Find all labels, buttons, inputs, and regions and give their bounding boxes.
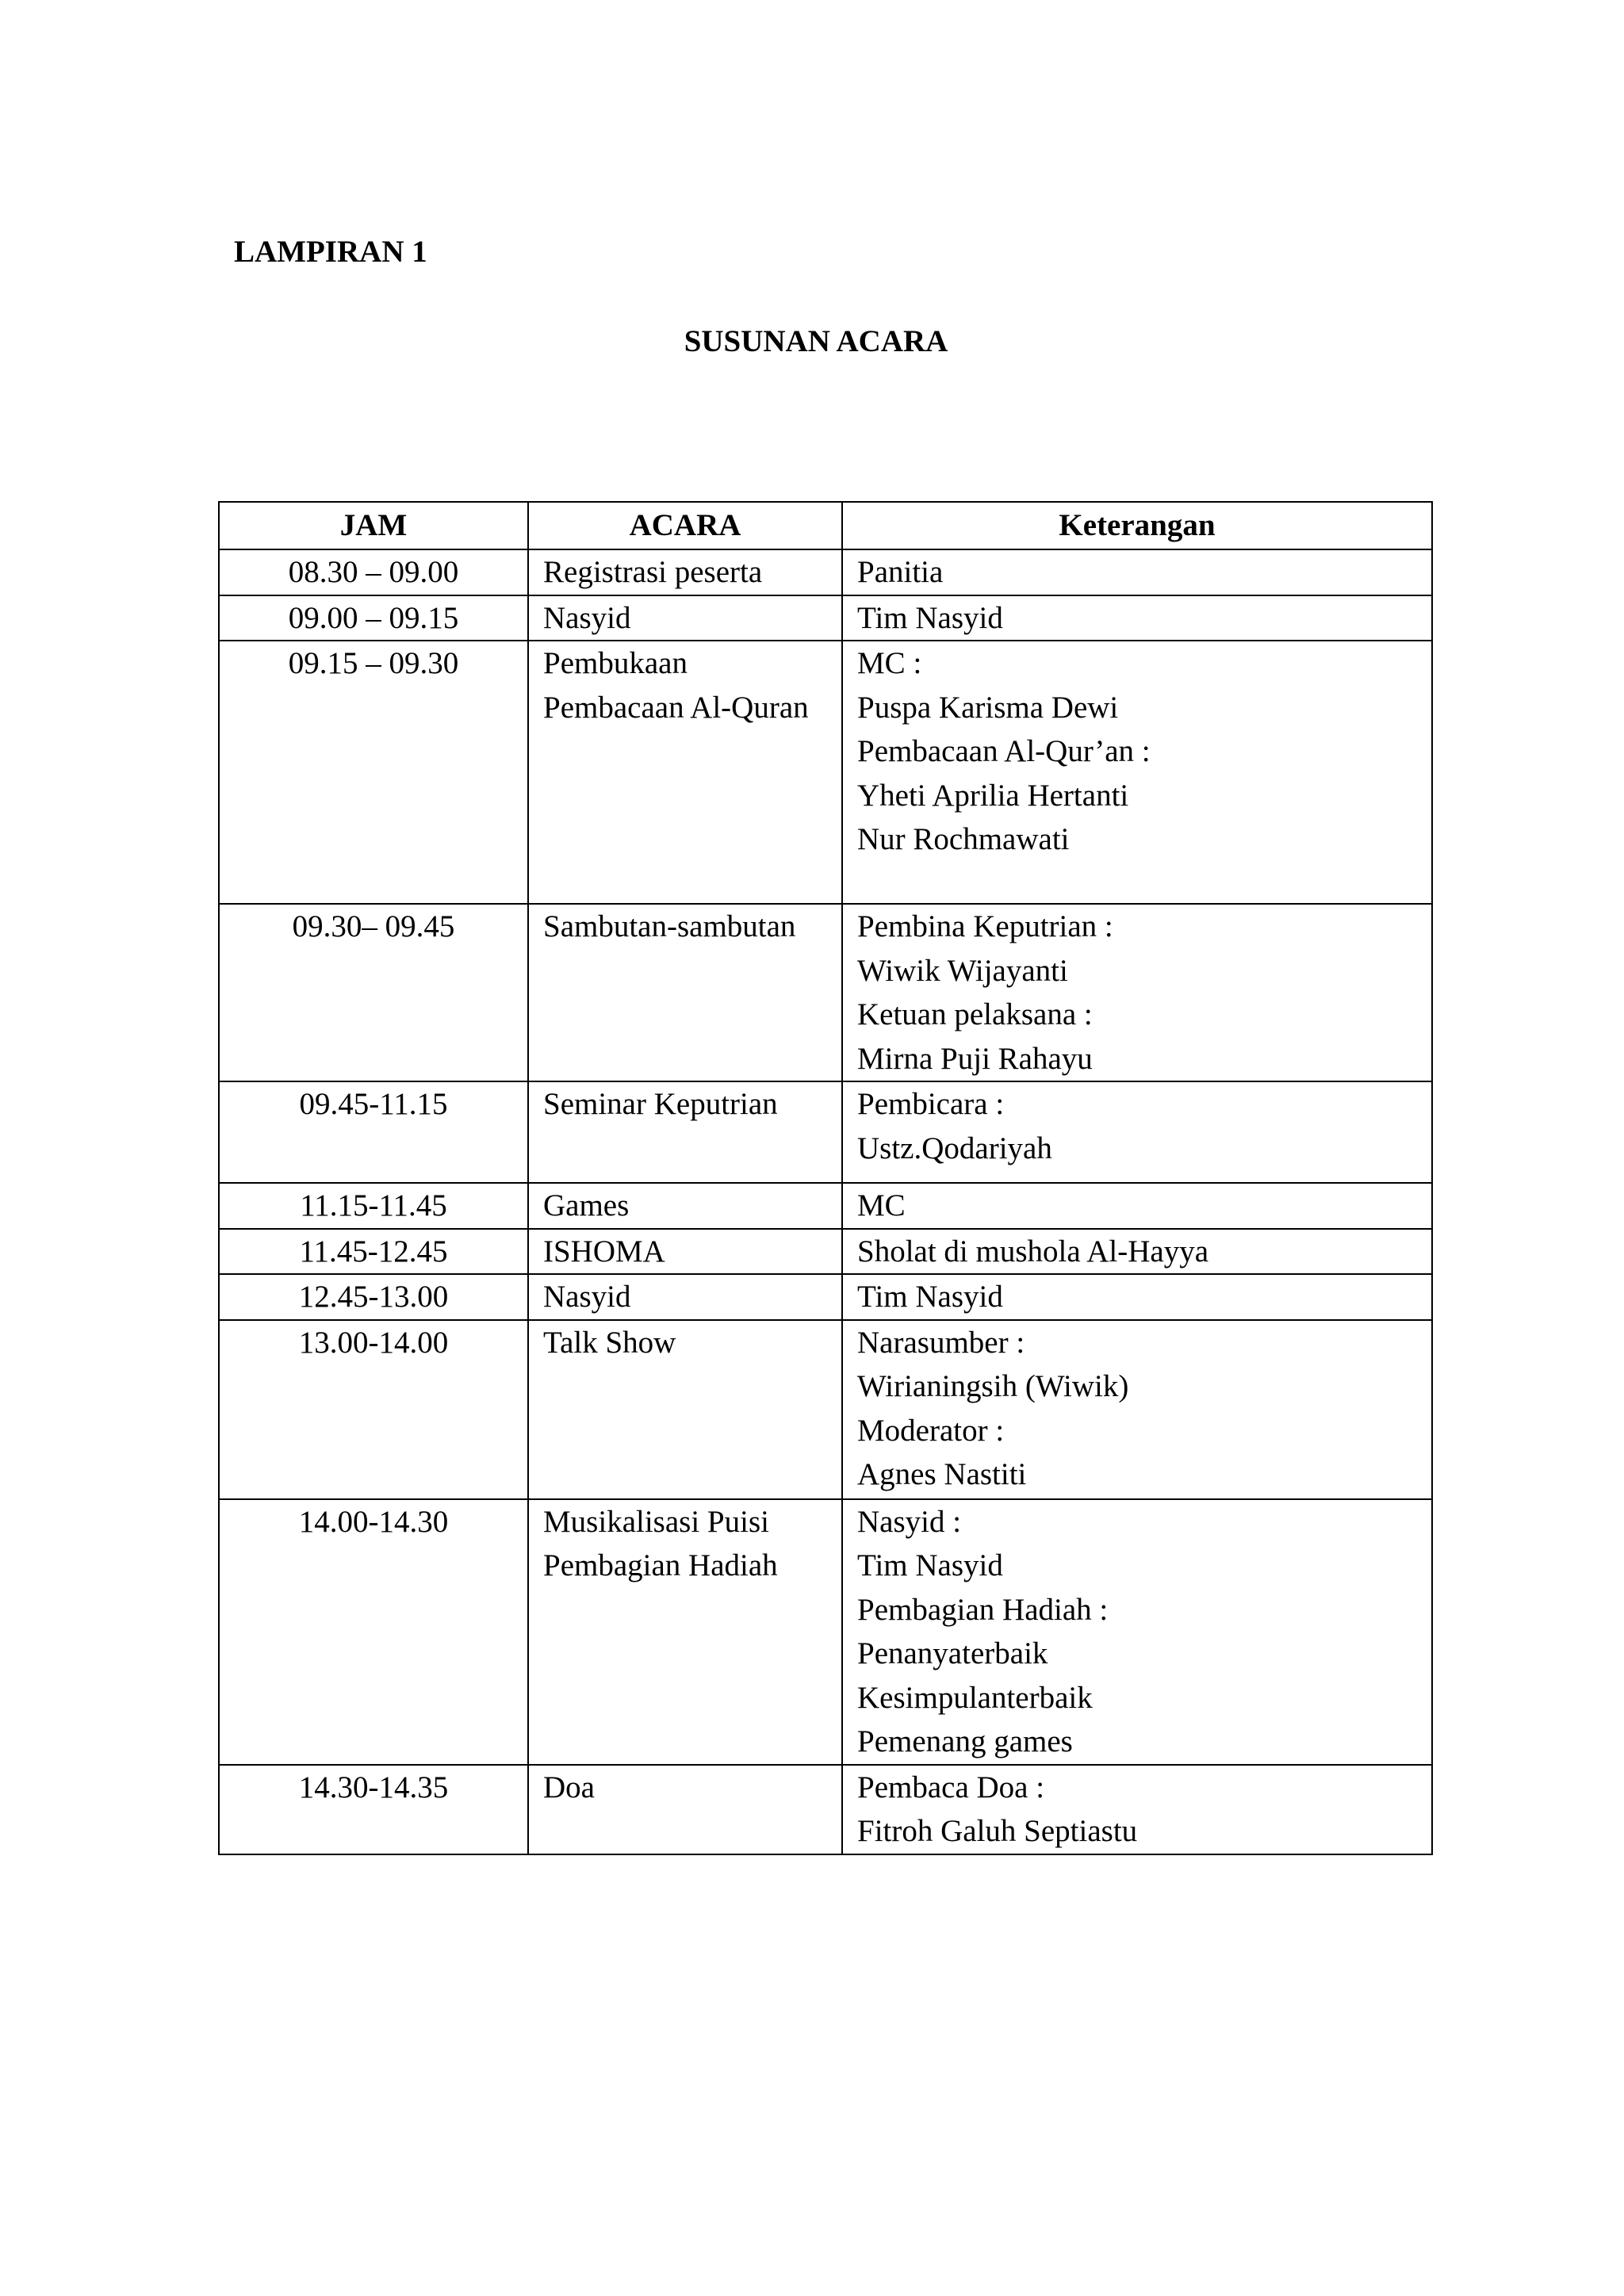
acara-line: Pembagian Hadiah <box>543 1548 778 1582</box>
cell-keterangan <box>842 1765 1432 1854</box>
keterangan-line: Narasumber : <box>857 1325 1025 1360</box>
cell-keterangan <box>842 1274 1432 1320</box>
keterangan-line: Ustz.Qodariyah <box>857 1131 1052 1165</box>
keterangan-line: Wiwik Wijayanti <box>857 953 1068 988</box>
cell-jam: 08.30 – 09.00 <box>219 549 528 595</box>
keterangan-line: Pembacaan Al-Qur’an : <box>857 734 1151 768</box>
keterangan-line: Sholat di mushola Al-Hayya <box>857 1234 1209 1269</box>
acara-line: Sambutan-sambutan <box>543 909 796 943</box>
table-row <box>219 595 1432 641</box>
cell-keterangan <box>842 595 1432 641</box>
keterangan-line: Nur Rochmawati <box>857 822 1070 856</box>
keterangan-line: Agnes Nastiti <box>857 1457 1027 1491</box>
table-row <box>219 1320 1432 1499</box>
keterangan-line: Ketuan pelaksana : <box>857 997 1093 1031</box>
cell-acara <box>528 1274 842 1320</box>
keterangan-line: Tim Nasyid <box>857 1548 1003 1582</box>
keterangan-line: Panitia <box>857 555 944 589</box>
cell-keterangan <box>842 1183 1432 1229</box>
cell-jam: 14.00-14.30 <box>219 1499 528 1765</box>
keterangan-line: Pembicara : <box>857 1087 1005 1121</box>
cell-keterangan <box>842 1499 1432 1765</box>
keterangan-line: Puspa Karisma Dewi <box>857 690 1119 725</box>
cell-jam: 09.30– 09.45 <box>219 904 528 1081</box>
acara-line: Nasyid <box>543 1280 631 1314</box>
table-row <box>219 1081 1432 1183</box>
cell-acara <box>528 1765 842 1854</box>
schedule-body <box>219 549 1432 1854</box>
cell-keterangan <box>842 549 1432 595</box>
table-row <box>219 1765 1432 1854</box>
acara-line: ISHOMA <box>543 1234 665 1269</box>
cell-keterangan <box>842 1229 1432 1275</box>
keterangan-line: Penanyaterbaik <box>857 1636 1048 1670</box>
keterangan-line: Pembaca Doa : <box>857 1770 1045 1804</box>
document-title: SUSUNAN ACARA <box>684 324 948 358</box>
table-header-row <box>219 502 1432 549</box>
acara-line: Games <box>543 1188 630 1223</box>
column-header-jam: JAM <box>219 502 528 549</box>
acara-line: Registrasi peserta <box>543 555 763 589</box>
cell-jam: 09.00 – 09.15 <box>219 595 528 641</box>
cell-acara <box>528 1320 842 1499</box>
keterangan-line: Wirianingsih (Wiwik) <box>857 1369 1129 1403</box>
acara-line: Musikalisasi Puisi <box>543 1504 769 1539</box>
keterangan-line: Mirna Puji Rahayu <box>857 1041 1093 1076</box>
acara-line: Nasyid <box>543 600 631 635</box>
keterangan-line: Kesimpulanterbaik <box>857 1680 1093 1715</box>
keterangan-line: Pembina Keputrian : <box>857 909 1113 943</box>
cell-acara <box>528 1081 842 1183</box>
keterangan-line: Pemenang games <box>857 1724 1073 1758</box>
cell-jam: 09.15 – 09.30 <box>219 641 528 904</box>
keterangan-line: Fitroh Galuh Septiastu <box>857 1814 1138 1848</box>
cell-acara <box>528 1183 842 1229</box>
table-row <box>219 1274 1432 1320</box>
keterangan-line: Nasyid : <box>857 1504 962 1539</box>
keterangan-line: Tim Nasyid <box>857 600 1003 635</box>
cell-acara <box>528 595 842 641</box>
cell-acara <box>528 1499 842 1765</box>
cell-keterangan <box>842 904 1432 1081</box>
acara-line: Talk Show <box>543 1325 676 1360</box>
cell-jam: 13.00-14.00 <box>219 1320 528 1499</box>
table-row <box>219 1183 1432 1229</box>
cell-jam: 09.45-11.15 <box>219 1081 528 1183</box>
table-row <box>219 641 1432 904</box>
cell-jam: 14.30-14.35 <box>219 1765 528 1854</box>
acara-line: Pembacaan Al-Quran <box>543 690 809 725</box>
keterangan-line: MC : <box>857 646 922 680</box>
cell-jam: 12.45-13.00 <box>219 1274 528 1320</box>
cell-keterangan <box>842 1081 1432 1183</box>
table-row <box>219 1229 1432 1275</box>
table-row <box>219 1499 1432 1765</box>
keterangan-line: Pembagian Hadiah : <box>857 1592 1109 1627</box>
column-header-acara: ACARA <box>528 502 842 549</box>
acara-line: Pembukaan <box>543 646 688 680</box>
cell-keterangan <box>842 1320 1432 1499</box>
keterangan-line: Moderator : <box>857 1413 1005 1448</box>
schedule-table <box>218 501 1433 1855</box>
appendix-label: LAMPIRAN 1 <box>234 235 427 269</box>
column-header-keterangan: Keterangan <box>842 502 1432 549</box>
acara-line: Doa <box>543 1770 595 1804</box>
cell-keterangan <box>842 641 1432 904</box>
cell-jam: 11.45-12.45 <box>219 1229 528 1275</box>
cell-acara <box>528 904 842 1081</box>
acara-line: Seminar Keputrian <box>543 1087 778 1121</box>
table-row <box>219 549 1432 595</box>
keterangan-line: Yheti Aprilia Hertanti <box>857 778 1129 813</box>
cell-acara <box>528 549 842 595</box>
keterangan-line: Tim Nasyid <box>857 1280 1003 1314</box>
cell-acara <box>528 641 842 904</box>
keterangan-line: MC <box>857 1188 906 1223</box>
cell-acara <box>528 1229 842 1275</box>
table-row <box>219 904 1432 1081</box>
cell-jam: 11.15-11.45 <box>219 1183 528 1229</box>
